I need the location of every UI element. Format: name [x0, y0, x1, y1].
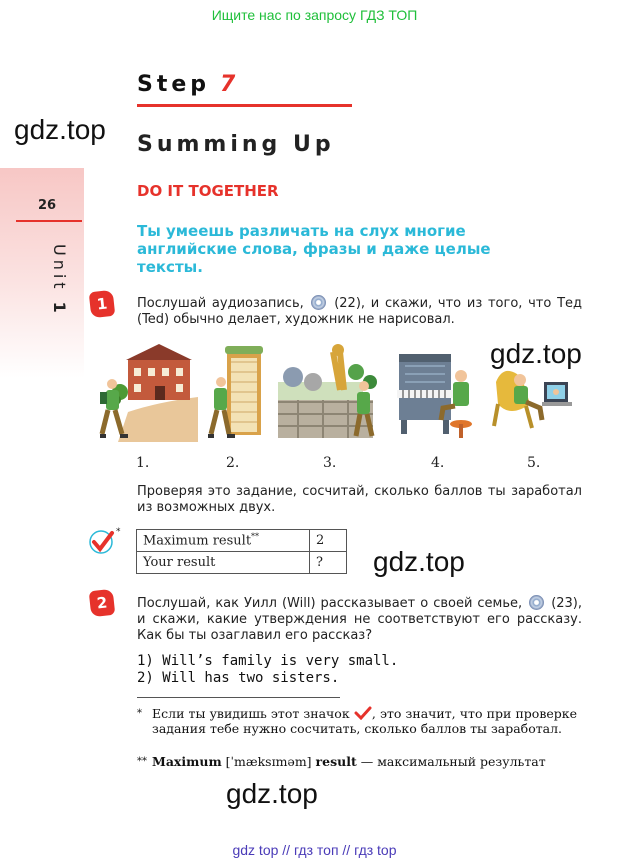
check-instructions: Проверяя это задание, сосчитай, сколько баллов ты заработал из возможных двух. [137, 484, 582, 515]
picture-zoo [278, 342, 383, 442]
step-title [137, 72, 235, 97]
picture-label: 5. [527, 455, 541, 471]
check-tick-icon [88, 528, 118, 556]
task2-text-end: (23), и скажи, какие утверждения не соответствуют его рассказу. Как бы ты озаглавил его рассказ? [137, 596, 583, 643]
page-number: 26 [38, 198, 57, 213]
footnote-2-transcription: [ˈmæksɪməm] [225, 754, 312, 769]
watermark: gdz.top [373, 546, 465, 577]
step-label: Step [137, 72, 211, 97]
unit-word: Unit [50, 244, 69, 293]
section-heading: DO IT TOGETHER [137, 182, 279, 200]
bottom-banner[interactable]: gdz top // гдз топ // гдз top [232, 842, 397, 858]
list-item: 1) Will’s family is very small. [137, 653, 399, 669]
picture-label: 3. [323, 455, 337, 471]
footnote-divider [137, 697, 340, 698]
section-intro: Ты умеешь различать на слух многие английские слова, фразы и даже целые тексты. [137, 222, 491, 276]
footnote-2-term2: result [315, 754, 357, 769]
footnote-2-translation: — максимальный результат [360, 754, 546, 769]
top-banner[interactable]: Ищите нас по запросу ГДЗ ТОП [211, 7, 418, 23]
footnote-1-text-end: , это значит, что при проверке задания тебе нужно сосчитать, сколько баллов ты заработал. [152, 706, 577, 736]
result-table [136, 529, 347, 574]
footnote-2-mark: ** [137, 756, 147, 767]
page-title: Summing Up [137, 132, 335, 157]
task1-text-start: Послушай аудиозапись, [137, 296, 304, 311]
footnote-1-text-start: Если ты увидишь этот значок [152, 706, 350, 721]
task2-text-start: Послушай, как Уилл (Will) рассказывает о своей семье, [137, 596, 523, 611]
task2-text [137, 595, 582, 644]
check-tick-icon [354, 706, 372, 720]
watermark: gdz.top [14, 114, 106, 145]
table-row [137, 530, 347, 552]
max-result-label-text: Maximum result [143, 533, 252, 549]
footnote-2-term: Maximum [152, 754, 222, 769]
picture-label: 2. [226, 455, 240, 471]
page-number-line [16, 220, 82, 222]
footnote-1-mark: * [137, 708, 142, 719]
tick-footnote-mark: * [116, 527, 121, 537]
table-row [137, 552, 347, 574]
unit-number: 1 [50, 301, 69, 317]
statement-list [137, 653, 398, 687]
step-underline [137, 104, 352, 107]
step-number: 7 [220, 72, 236, 97]
task1-text-end: (22), и скажи, что из того, что Тед (Ted) обычно делает, художник не нарисовал. [137, 296, 582, 327]
picture-label: 4. [431, 455, 445, 471]
your-result-value[interactable]: ? [310, 552, 347, 574]
task-badge: 1 [89, 290, 116, 318]
max-result-footnote-mark: ** [251, 532, 260, 542]
task1-text [137, 295, 582, 328]
audio-disc-icon[interactable] [529, 595, 544, 610]
audio-disc-icon[interactable] [311, 295, 326, 310]
watermark: gdz.top [490, 338, 582, 369]
your-result-label: Your result [137, 552, 310, 574]
picture-walk-to-school [98, 342, 198, 442]
picture-piano [395, 342, 480, 442]
picture-door [205, 342, 275, 442]
picture-computer [490, 342, 575, 442]
picture-label: 1. [136, 455, 150, 471]
unit-label [50, 244, 69, 317]
footnote-1 [137, 706, 582, 736]
max-result-value: 2 [310, 530, 347, 552]
footnote-2 [137, 754, 582, 769]
max-result-label [137, 530, 310, 552]
task-badge: 2 [89, 589, 116, 617]
list-item: 2) Will has two sisters. [137, 670, 340, 686]
watermark: gdz.top [226, 778, 318, 809]
